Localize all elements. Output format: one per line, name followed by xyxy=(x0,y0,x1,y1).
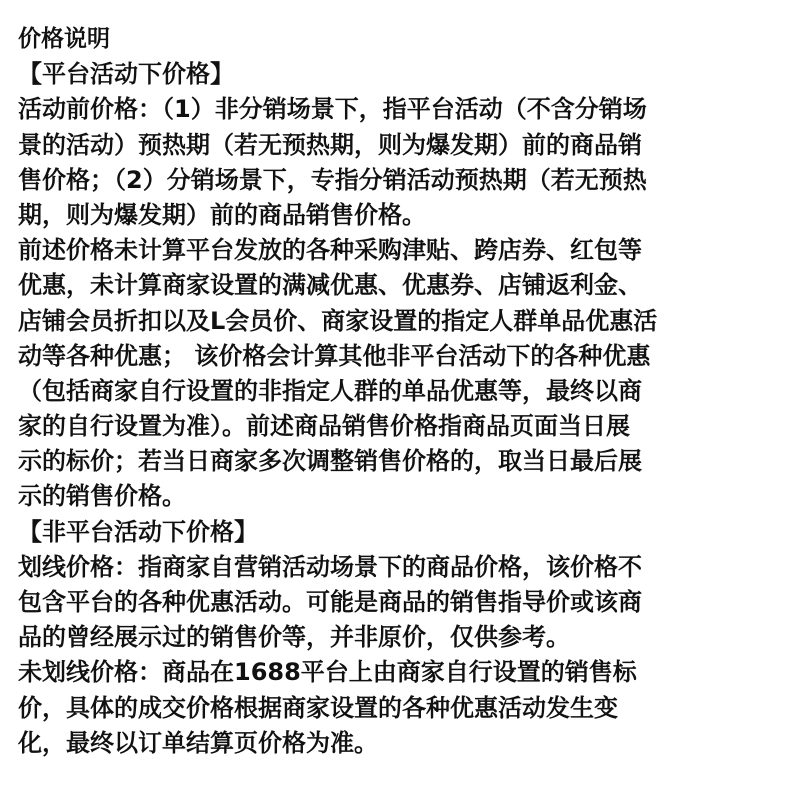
section-heading-platform-activity: 【平台活动下价格】 xyxy=(18,60,234,89)
paragraph-line: 划线价格：指商家自营销活动场景下的商品价格，该价格不 xyxy=(18,552,642,581)
paragraph-line: （包括商家自行设置的非指定人群的单品优惠等，最终以商 xyxy=(18,376,642,405)
paragraph-line: 包含平台的各种优惠活动。可能是商品的销售指导价或该商 xyxy=(18,588,642,616)
paragraph-line: 店铺会员折扣以及L会员价、商家设置的指定人群单品优惠活 xyxy=(18,306,658,335)
paragraph-line: 景的活动）预热期（若无预热期，则为爆发期）前的商品销 xyxy=(18,130,642,159)
paragraph-line: 未划线价格：商品在1688平台上由商家自行设置的销售标 xyxy=(18,658,637,687)
paragraph-line: 示的销售价格。 xyxy=(18,482,186,511)
paragraph-line: 期，则为爆发期）前的商品销售价格。 xyxy=(18,200,426,229)
paragraph-line: 价，具体的成交价格根据商家设置的各种优惠活动发生变 xyxy=(18,693,618,722)
paragraph-line: 家的自行设置为准）。前述商品销售价格指商品页面当日展 xyxy=(18,412,630,441)
paragraph-line: 优惠，未计算商家设置的满减优惠、优惠券、店铺返利金、 xyxy=(18,271,642,300)
paragraph-line: 前述价格未计算平台发放的各种采购津贴、跨店券、红包等 xyxy=(18,236,642,265)
document-title: 价格说明 xyxy=(18,26,110,52)
price-description-document xyxy=(18,22,778,761)
paragraph-line: 活动前价格：（1）非分销场景下，指平台活动（不含分销场 xyxy=(18,95,647,124)
section-heading-non-platform-activity: 【非平台活动下价格】 xyxy=(18,517,258,546)
paragraph-line: 化，最终以订单结算页价格为准。 xyxy=(18,728,378,757)
paragraph-line: 动等各种优惠； 该价格会计算其他非平台活动下的各种优惠 xyxy=(18,341,651,370)
paragraph-line: 品的曾经展示过的销售价等，并非原价，仅供参考。 xyxy=(18,623,570,652)
paragraph-line: 售价格；（2）分销场景下，专指分销活动预热期（若无预热 xyxy=(18,165,647,194)
paragraph-line: 示的标价；若当日商家多次调整销售价格的，取当日最后展 xyxy=(18,447,642,476)
